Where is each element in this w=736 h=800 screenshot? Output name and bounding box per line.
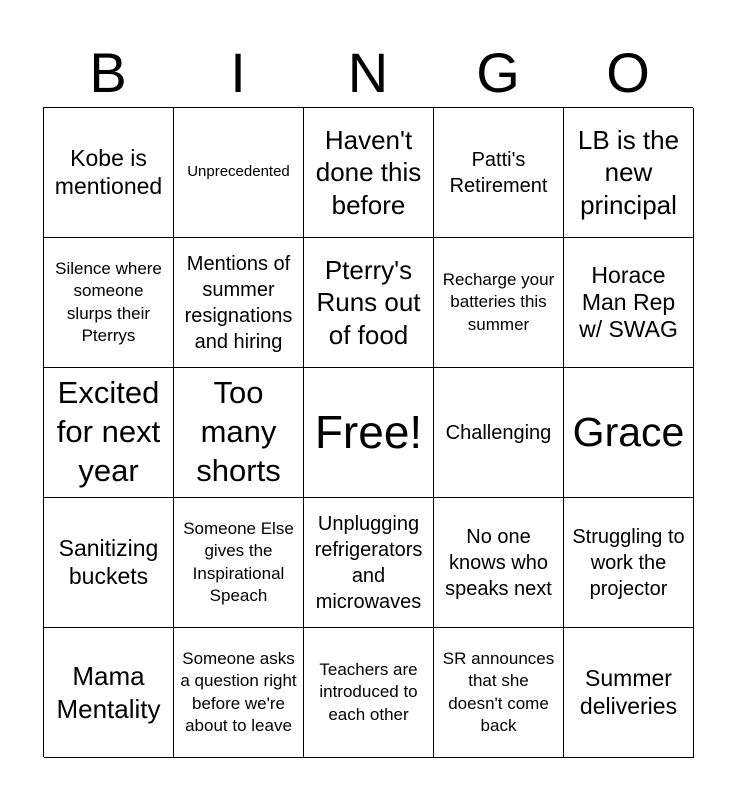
cell-text: Summer deliveries — [579, 665, 678, 719]
bingo-cell[interactable] — [564, 238, 694, 368]
cell-text: Excited for next year — [56, 375, 161, 488]
bingo-cell[interactable] — [564, 498, 694, 628]
cell-text: Pterry's Runs out of food — [316, 254, 421, 350]
cell-text: Challenging — [445, 421, 552, 444]
cell-text: Unplugging refrigerators and microwaves — [314, 512, 423, 613]
bingo-cell[interactable] — [434, 628, 564, 758]
bingo-cell[interactable] — [564, 628, 694, 758]
header-letter-n: N — [347, 41, 389, 104]
bingo-cell[interactable] — [434, 368, 564, 498]
cell-text: Sanitizing buckets — [58, 535, 159, 589]
cell-text: Horace Man Rep w/ SWAG — [579, 261, 678, 343]
free-space-cell[interactable] — [304, 368, 434, 498]
cell-text: Kobe is mentioned — [54, 145, 163, 199]
header-letter-b: B — [89, 41, 127, 104]
bingo-header — [43, 40, 693, 106]
cell-text: Struggling to work the projector — [572, 525, 685, 600]
cell-text: Unprecedented — [187, 163, 290, 181]
bingo-cell[interactable] — [44, 108, 174, 238]
cell-text: LB is the new principal — [577, 124, 680, 220]
bingo-cell[interactable] — [174, 628, 304, 758]
bingo-cell[interactable] — [44, 368, 174, 498]
cell-text: Someone Else gives the Inspirational Speach — [183, 519, 294, 605]
bingo-cell[interactable] — [304, 628, 434, 758]
free-space-text: Free! — [314, 405, 423, 458]
cell-text: SR announces that she doesn't come back — [442, 649, 555, 735]
cell-text: Recharge your batteries this summer — [442, 270, 555, 334]
bingo-board — [43, 107, 693, 757]
cell-text: Mama Mentality — [56, 661, 161, 724]
header-letter-g: G — [476, 41, 520, 104]
bingo-cell[interactable] — [174, 498, 304, 628]
bingo-cell[interactable] — [44, 498, 174, 628]
header-letter-o: O — [606, 41, 650, 104]
bingo-cell[interactable] — [174, 368, 304, 498]
bingo-cell[interactable] — [434, 498, 564, 628]
cell-text: Haven't done this before — [315, 124, 422, 220]
bingo-cell[interactable] — [174, 108, 304, 238]
cell-text: No one knows who speaks next — [445, 525, 552, 600]
bingo-cell[interactable] — [304, 498, 434, 628]
bingo-cell[interactable] — [174, 238, 304, 368]
bingo-cell[interactable] — [44, 628, 174, 758]
cell-text: Teachers are introduced to each other — [319, 660, 418, 724]
bingo-cell[interactable] — [304, 238, 434, 368]
cell-text: Mentions of summer resignations and hiring — [184, 252, 293, 353]
bingo-cell[interactable] — [44, 238, 174, 368]
bingo-cell[interactable] — [304, 108, 434, 238]
cell-text: Someone asks a question right before we're about to leave — [180, 649, 297, 735]
cell-text: Grace — [572, 408, 685, 455]
cell-text: Too many shorts — [196, 375, 281, 488]
bingo-cell[interactable] — [564, 108, 694, 238]
cell-text: Silence where someone slurps their Pterrys — [55, 259, 162, 345]
bingo-cell[interactable] — [434, 238, 564, 368]
cell-text: Patti's Retirement — [449, 148, 548, 197]
header-letter-i: I — [230, 41, 246, 104]
bingo-cell[interactable] — [434, 108, 564, 238]
bingo-cell[interactable] — [564, 368, 694, 498]
